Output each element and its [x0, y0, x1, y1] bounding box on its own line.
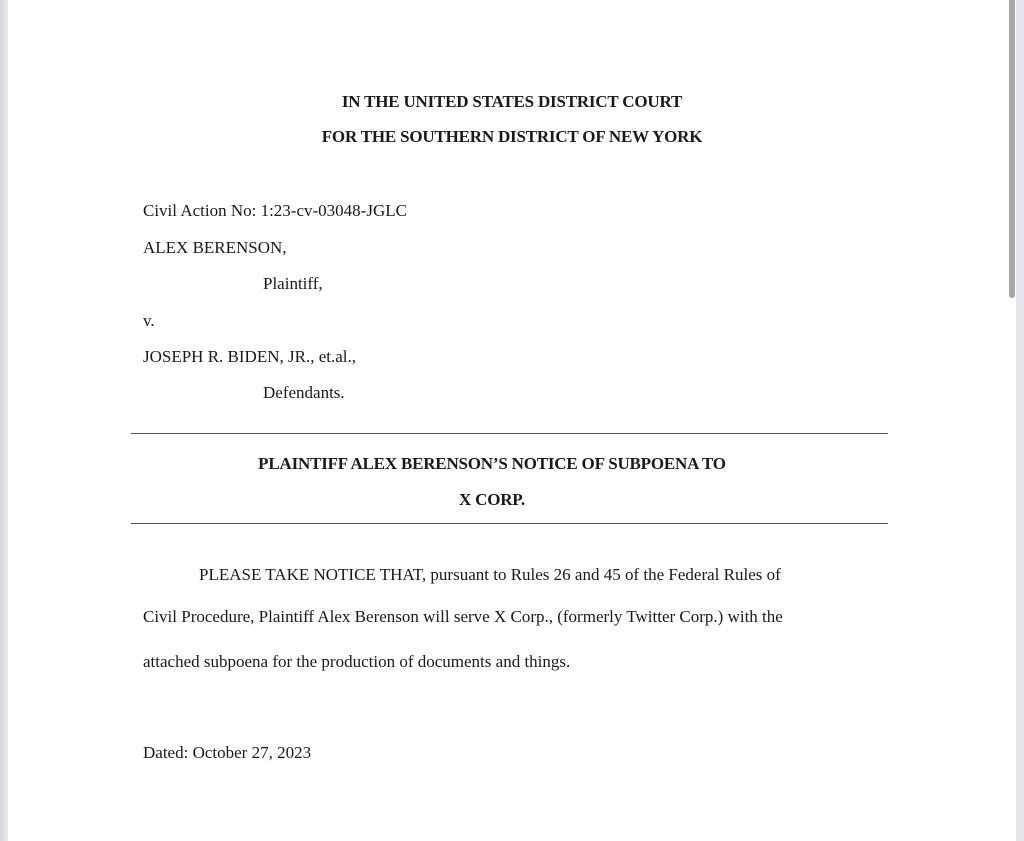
- paragraph-line-2: Civil Procedure, Plaintiff Alex Berenson will serve X Corp., (formerly Twitter Corp.) with the: [143, 607, 783, 626]
- court-name-line-2: FOR THE SOUTHERN DISTRICT OF NEW YORK: [321, 127, 703, 146]
- plaintiff-name: ALEX BERENSON,: [143, 238, 287, 257]
- notice-title-line-2: X CORP.: [459, 490, 525, 509]
- viewer-right-edge: [1016, 0, 1024, 841]
- court-name-line-1: IN THE UNITED STATES DISTRICT COURT: [341, 92, 683, 111]
- plaintiff-role: Plaintiff,: [263, 274, 323, 293]
- title-top-rule: [131, 433, 888, 434]
- defendant-name: JOSEPH R. BIDEN, JR., et.al.,: [143, 347, 356, 366]
- civil-action-number: Civil Action No: 1:23-cv-03048-JGLC: [143, 201, 407, 220]
- notice-title-line-1: PLAINTIFF ALEX BERENSON’S NOTICE OF SUBPOENA TO: [258, 454, 726, 473]
- title-bottom-rule: [131, 523, 888, 524]
- paragraph-line-1: PLEASE TAKE NOTICE THAT, pursuant to Rules 26 and 45 of the Federal Rules of: [199, 565, 781, 584]
- dated-line: Dated: October 27, 2023: [143, 743, 312, 762]
- paragraph-line-3: attached subpoena for the production of documents and things.: [143, 652, 571, 671]
- defendant-role: Defendants.: [263, 383, 345, 402]
- versus: v.: [143, 311, 155, 330]
- vertical-scrollbar-thumb[interactable]: [1009, 0, 1015, 298]
